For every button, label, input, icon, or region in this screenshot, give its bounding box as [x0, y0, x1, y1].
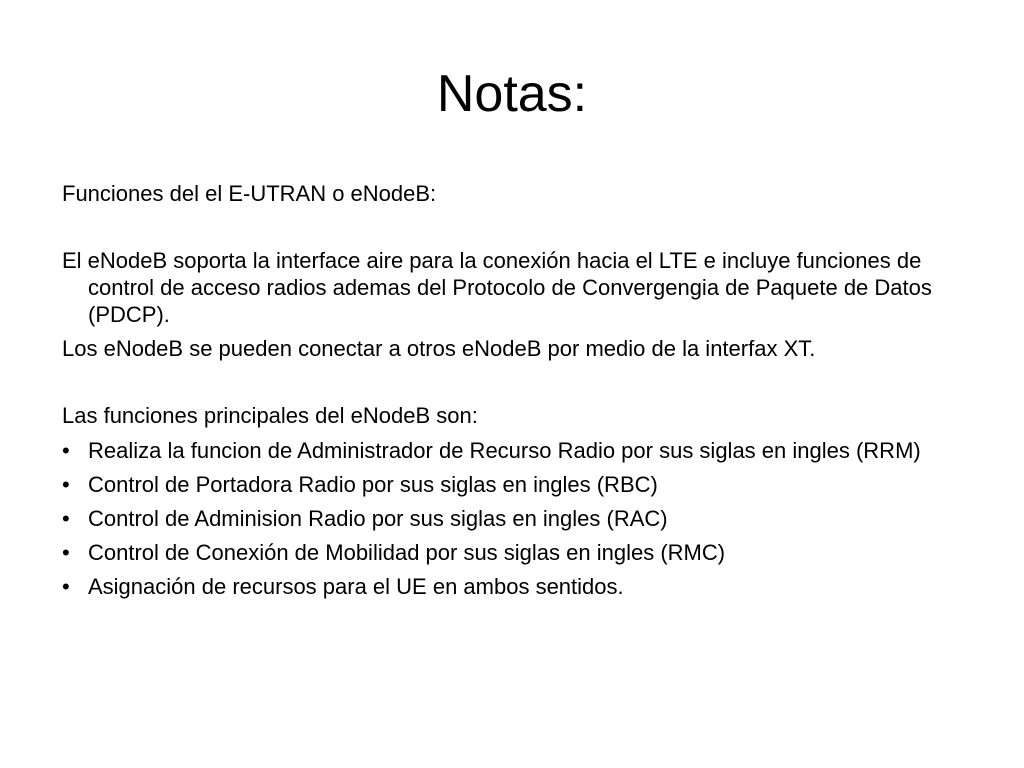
bullet-icon: •	[62, 472, 70, 497]
bullet-icon: •	[62, 574, 70, 599]
list-item	[62, 437, 962, 464]
list-item-text: Control de Conexión de Mobilidad por sus siglas en ingles (RMC)	[88, 540, 726, 565]
list-item-text: Asignación de recursos para el UE en ambos sentidos.	[88, 574, 624, 599]
section-heading: Funciones del el E-UTRAN o eNodeB:	[62, 181, 437, 206]
bullet-icon: •	[62, 506, 70, 531]
paragraph-enodeb-interface: El eNodeB soporta la interface aire para la conexión hacia el LTE e incluye funciones de control de acceso radios ademas del Protocolo de Convergengia de Paquete de Datos (PDCP).	[62, 248, 932, 327]
paragraph-enodeb-connection: Los eNodeB se pueden conectar a otros eNodeB por medio de la interfax XT.	[62, 336, 816, 361]
list-item-text: Realiza la funcion de Administrador de Recurso Radio por sus siglas en ingles (RRM)	[88, 438, 921, 463]
list-item-text: Control de Portadora Radio por sus siglas en ingles (RBC)	[88, 472, 658, 497]
list-item	[62, 505, 962, 532]
list-item	[62, 471, 962, 498]
slide-body	[62, 180, 962, 607]
list-item	[62, 573, 962, 600]
bullet-icon: •	[62, 438, 70, 463]
slide-title: Notas:	[436, 65, 588, 123]
functions-list	[62, 437, 962, 600]
list-intro: Las funciones principales del eNodeB son:	[62, 403, 478, 428]
list-item-text: Control de Adminision Radio por sus siglas en ingles (RAC)	[88, 506, 668, 531]
bullet-icon: •	[62, 540, 70, 565]
list-item	[62, 539, 962, 566]
